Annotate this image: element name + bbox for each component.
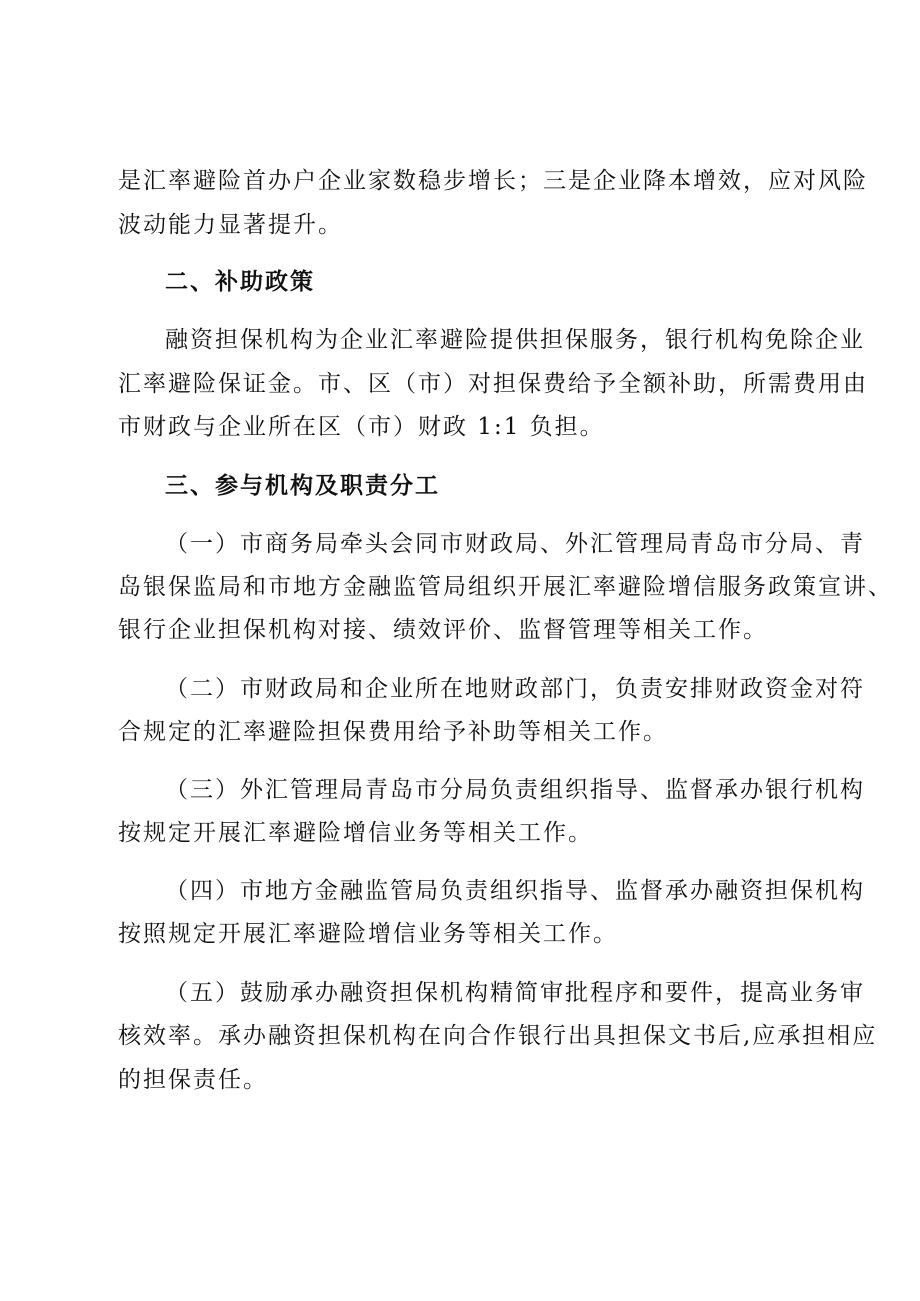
item-1-line-2: 岛银保监局和市地方金融监管局组织开展汇率避险增信服务政策宣讲、 <box>118 574 893 600</box>
item-4-line-1: （四）市地方金融监管局负责组织指导、监督承办融资担保机构 <box>165 878 865 904</box>
intro-line-2: 波动能力显著提升。 <box>118 212 343 238</box>
item-5-line-3: 的担保责任。 <box>118 1067 268 1093</box>
item-3-line-1: （三）外汇管理局青岛市分局负责组织指导、监督承办银行机构 <box>165 777 865 803</box>
section-2-line-3: 市财政与企业所在区（市）财政 1:1 负担。 <box>118 414 605 440</box>
section-3-heading: 三、参与机构及职责分工 <box>165 473 440 499</box>
section-2-line-1: 融资担保机构为企业汇率避险提供担保服务，银行机构免除企业 <box>165 327 865 353</box>
item-4-line-2: 按照规定开展汇率避险增信业务等相关工作。 <box>118 921 618 947</box>
item-5-line-2: 核效率。承办融资担保机构在向合作银行出具担保文书后,应承担相应 <box>118 1023 878 1049</box>
intro-line-1: 是汇率避险首办户企业家数稳步增长；三是企业降本增效，应对风险 <box>118 168 868 194</box>
item-2-line-1: （二）市财政局和企业所在地财政部门，负责安排财政资金对符 <box>165 676 865 702</box>
item-1-line-3: 银行企业担保机构对接、绩效评价、监督管理等相关工作。 <box>118 617 768 643</box>
item-5-line-1: （五）鼓励承办融资担保机构精简审批程序和要件，提高业务审 <box>165 980 865 1006</box>
item-2-line-2: 合规定的汇率避险担保费用给予补助等相关工作。 <box>118 719 668 745</box>
item-1-line-1: （一）市商务局牵头会同市财政局、外汇管理局青岛市分局、青 <box>165 531 865 557</box>
item-3-line-2: 按规定开展汇率避险增信业务等相关工作。 <box>118 820 593 846</box>
section-2-line-2: 汇率避险保证金。市、区（市）对担保费给予全额补助，所需费用由 <box>118 371 868 397</box>
section-2-heading: 二、补助政策 <box>165 269 315 295</box>
